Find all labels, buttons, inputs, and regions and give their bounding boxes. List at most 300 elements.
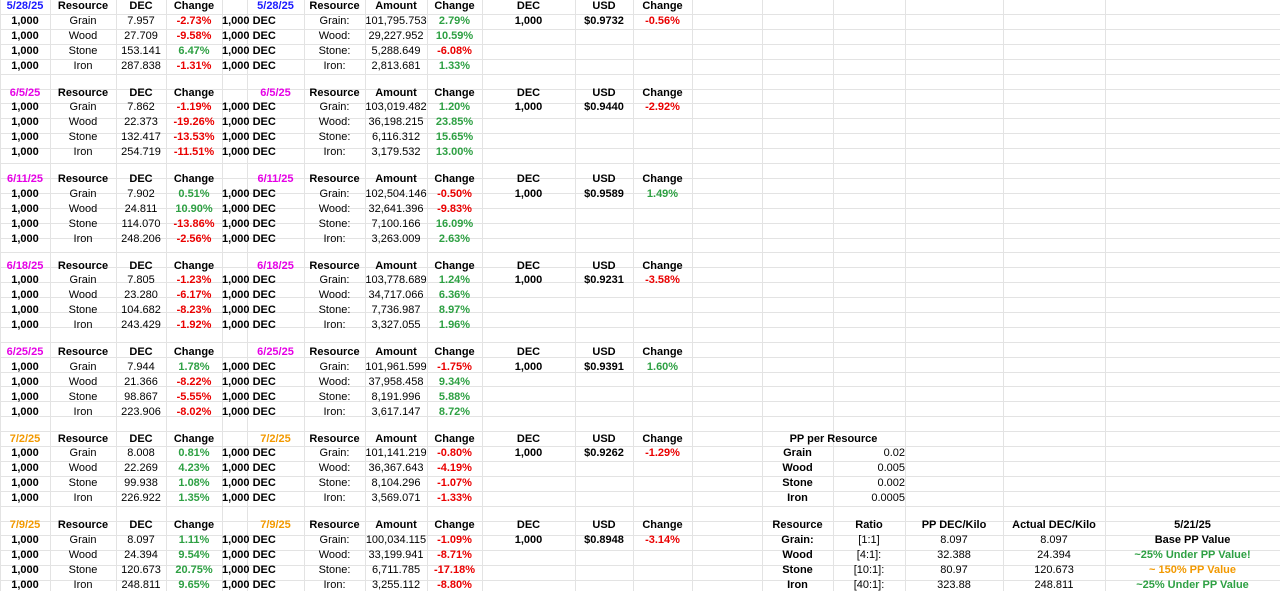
header-resource[interactable]: Resource — [57, 346, 109, 358]
resource-amount[interactable]: 6,116.312 — [371, 131, 421, 144]
header-resource[interactable]: Resource — [309, 86, 360, 99]
dec-amount[interactable]: 1,000 — [11, 462, 39, 475]
change-value[interactable]: 2.79% — [438, 14, 471, 27]
header-dec[interactable]: DEC — [129, 259, 153, 272]
resource-name[interactable]: Iron: — [323, 492, 346, 505]
pp-table-note[interactable]: ~ 150% PP Value — [1149, 563, 1236, 576]
pp-resource-value[interactable]: 0.02 — [883, 447, 905, 460]
change-value[interactable]: -13.53% — [173, 131, 215, 144]
change-value[interactable]: 1.24% — [438, 274, 471, 287]
dec-amount[interactable]: 1,000 — [11, 360, 39, 373]
resource-name[interactable]: Wood: — [318, 289, 351, 302]
resource-amount[interactable]: 100,034.115 — [365, 533, 427, 546]
header-amount[interactable]: Amount — [375, 0, 417, 12]
change-value[interactable]: -8.71% — [437, 548, 472, 561]
block-date-right[interactable]: 5/28/25 — [257, 0, 294, 12]
header-change[interactable]: Change — [434, 519, 475, 531]
header-change[interactable]: Change — [434, 0, 475, 12]
header-usd[interactable]: USD — [592, 0, 616, 12]
dec-value[interactable]: 104.682 — [121, 304, 161, 317]
resource-amount[interactable]: 36,198.215 — [368, 116, 424, 129]
dec-value[interactable]: 243.429 — [121, 319, 161, 332]
pp-table-resource[interactable]: Wood — [782, 548, 813, 561]
resource-amount[interactable]: 37,958.458 — [368, 375, 424, 388]
block-date-right[interactable]: 7/2/25 — [260, 432, 291, 445]
header-amount[interactable]: Amount — [375, 346, 417, 358]
usd-value[interactable]: $0.9732 — [584, 14, 624, 27]
change-value[interactable]: 1.78% — [178, 360, 210, 373]
dec-amount-label[interactable]: 1,000 DEC — [222, 578, 276, 591]
resource-name[interactable]: Grain: — [319, 187, 350, 200]
usd-change[interactable]: -0.56% — [645, 14, 680, 27]
resource-name[interactable]: Stone — [68, 390, 98, 403]
change-value[interactable]: 1.11% — [178, 533, 210, 546]
block-date-right[interactable]: 6/5/25 — [260, 86, 291, 99]
resource-name[interactable]: Iron — [73, 405, 93, 418]
resource-name[interactable]: Iron — [73, 146, 93, 159]
change-value[interactable]: -2.56% — [176, 232, 212, 245]
pp-table-pp-dec[interactable]: 80.97 — [940, 563, 968, 576]
resource-amount[interactable]: 3,617.147 — [371, 405, 421, 418]
change-value[interactable]: -1.33% — [437, 492, 472, 505]
header-dec[interactable]: DEC — [129, 86, 153, 99]
change-value[interactable]: 23.85% — [435, 116, 474, 129]
pp-table-pp-dec[interactable]: 32.388 — [937, 548, 971, 561]
dec-value[interactable]: 8.097 — [127, 533, 155, 546]
dec-amount-label[interactable]: 1,000 DEC — [222, 202, 276, 215]
header-dec[interactable]: DEC — [516, 346, 541, 358]
dec-amount[interactable]: 1,000 — [514, 14, 543, 27]
change-value[interactable]: -17.18% — [434, 563, 475, 576]
resource-name[interactable]: Wood: — [318, 202, 351, 215]
block-date[interactable]: 6/5/25 — [9, 86, 41, 99]
resource-name[interactable]: Wood — [68, 375, 98, 388]
pp-table-resource[interactable]: Stone — [782, 563, 813, 576]
resource-name[interactable]: Grain — [69, 360, 97, 373]
resource-amount[interactable]: 32,641.396 — [368, 202, 424, 215]
dec-amount[interactable]: 1,000 — [11, 319, 39, 332]
dec-amount-label[interactable]: 1,000 DEC — [222, 131, 276, 144]
pp-table-note[interactable]: Base PP Value — [1154, 533, 1231, 546]
header-change[interactable]: Change — [173, 432, 215, 445]
change-value[interactable]: 1.08% — [178, 477, 210, 490]
header-dec[interactable]: DEC — [516, 0, 541, 12]
pp-table-resource[interactable]: Iron — [787, 578, 808, 591]
dec-amount-label[interactable]: 1,000 DEC — [222, 304, 276, 317]
dec-amount-label[interactable]: 1,000 DEC — [222, 548, 276, 561]
header-resource[interactable]: Resource — [309, 432, 360, 445]
change-value[interactable]: -1.19% — [176, 101, 212, 114]
change-value[interactable]: -1.92% — [176, 319, 212, 332]
dec-amount[interactable]: 1,000 — [11, 548, 39, 561]
dec-value[interactable]: 24.811 — [124, 202, 158, 215]
change-value[interactable]: -1.23% — [176, 274, 212, 287]
pp-table-note[interactable]: ~25% Under PP Value! — [1134, 548, 1251, 561]
header-dec[interactable]: DEC — [129, 432, 153, 445]
dec-amount[interactable]: 1,000 — [11, 492, 39, 505]
dec-amount[interactable]: 1,000 — [11, 563, 39, 576]
resource-name[interactable]: Stone: — [318, 131, 351, 144]
change-value[interactable]: 0.51% — [178, 187, 210, 200]
pp-resource-name[interactable]: Stone — [782, 477, 813, 490]
header-dec[interactable]: DEC — [129, 346, 153, 358]
resource-name[interactable]: Stone — [68, 304, 98, 317]
dec-value[interactable]: 248.811 — [121, 578, 161, 591]
block-date[interactable]: 6/18/25 — [6, 259, 44, 272]
header-usd[interactable]: USD — [592, 519, 616, 531]
resource-amount[interactable]: 3,327.055 — [371, 319, 421, 332]
block-date-right[interactable]: 6/18/25 — [257, 259, 294, 272]
change-value[interactable]: -8.80% — [437, 578, 472, 591]
header-usd[interactable]: USD — [592, 346, 616, 358]
change-value[interactable]: 1.35% — [178, 492, 210, 505]
dec-value[interactable]: 7.944 — [127, 360, 155, 373]
dec-amount[interactable]: 1,000 — [514, 187, 543, 200]
dec-value[interactable]: 120.673 — [121, 563, 161, 576]
change-value[interactable]: -1.75% — [437, 360, 472, 373]
pp-table-header[interactable]: Ratio — [855, 519, 883, 531]
dec-value[interactable]: 27.709 — [124, 29, 158, 42]
header-usd[interactable]: USD — [592, 259, 616, 272]
pp-resource-name[interactable]: Wood — [782, 462, 813, 475]
resource-amount[interactable]: 34,717.066 — [368, 289, 424, 302]
dec-value[interactable]: 22.269 — [124, 462, 158, 475]
change-value[interactable]: 4.23% — [178, 462, 210, 475]
pp-resource-name[interactable]: Grain — [783, 447, 812, 460]
header-amount[interactable]: Amount — [375, 259, 417, 272]
change-value[interactable]: -13.86% — [173, 217, 215, 230]
header-change[interactable]: Change — [434, 86, 475, 99]
dec-value[interactable]: 132.417 — [121, 131, 161, 144]
header-dec[interactable]: DEC — [129, 0, 153, 12]
pp-table-actual-dec[interactable]: 24.394 — [1037, 548, 1071, 561]
dec-amount[interactable]: 1,000 — [11, 405, 39, 418]
usd-value[interactable]: $0.9589 — [584, 187, 624, 200]
resource-amount[interactable]: 103,778.689 — [365, 274, 427, 287]
dec-amount[interactable]: 1,000 — [11, 390, 39, 403]
resource-name[interactable]: Wood: — [318, 548, 351, 561]
dec-amount-label[interactable]: 1,000 DEC — [222, 187, 276, 200]
dec-value[interactable]: 7.957 — [127, 14, 155, 27]
dec-amount-label[interactable]: 1,000 DEC — [222, 319, 276, 332]
change-value[interactable]: 10.59% — [435, 29, 474, 42]
dec-amount-label[interactable]: 1,000 DEC — [222, 360, 276, 373]
dec-amount-label[interactable]: 1,000 DEC — [222, 447, 276, 460]
dec-amount[interactable]: 1,000 — [11, 274, 39, 287]
header-change[interactable]: Change — [434, 259, 475, 272]
usd-change[interactable]: 1.49% — [646, 187, 679, 200]
resource-name[interactable]: Stone: — [318, 390, 351, 403]
dec-amount[interactable]: 1,000 — [514, 360, 543, 373]
dec-amount-label[interactable]: 1,000 DEC — [222, 44, 276, 57]
dec-amount[interactable]: 1,000 — [11, 447, 39, 460]
resource-name[interactable]: Grain — [69, 187, 97, 200]
pp-table-header[interactable]: PP DEC/Kilo — [921, 519, 987, 531]
resource-name[interactable]: Grain: — [319, 14, 350, 27]
header-change[interactable]: Change — [642, 519, 683, 531]
change-value[interactable]: 8.72% — [438, 405, 471, 418]
resource-name[interactable]: Iron — [73, 59, 93, 72]
resource-amount[interactable]: 3,179.532 — [371, 146, 421, 159]
header-dec[interactable]: DEC — [516, 519, 541, 531]
resource-amount[interactable]: 2,813.681 — [371, 59, 421, 72]
resource-name[interactable]: Wood — [68, 548, 98, 561]
usd-value[interactable]: $0.9391 — [584, 360, 624, 373]
header-resource[interactable]: Resource — [309, 346, 360, 358]
resource-name[interactable]: Stone: — [318, 477, 351, 490]
block-date[interactable]: 6/25/25 — [6, 346, 44, 358]
resource-name[interactable]: Wood — [68, 289, 98, 302]
dec-amount[interactable]: 1,000 — [11, 146, 39, 159]
change-value[interactable]: 16.09% — [435, 217, 474, 230]
change-value[interactable]: 6.47% — [178, 44, 210, 57]
change-value[interactable]: 8.97% — [438, 304, 471, 317]
header-usd[interactable]: USD — [592, 86, 616, 99]
pp-table-resource[interactable]: Grain: — [781, 533, 814, 546]
pp-resource-name[interactable]: Iron — [787, 492, 808, 505]
change-value[interactable]: 9.34% — [438, 375, 471, 388]
header-change[interactable]: Change — [173, 173, 215, 185]
change-value[interactable]: 1.20% — [438, 101, 471, 114]
pp-resource-value[interactable]: 0.005 — [877, 462, 905, 475]
header-change[interactable]: Change — [173, 259, 215, 272]
pp-table-pp-dec[interactable]: 8.097 — [940, 533, 968, 546]
dec-value[interactable]: 7.902 — [127, 187, 155, 200]
resource-amount[interactable]: 29,227.952 — [368, 29, 424, 42]
dec-amount[interactable]: 1,000 — [11, 304, 39, 317]
resource-amount[interactable]: 7,736.987 — [371, 304, 421, 317]
resource-name[interactable]: Iron — [73, 319, 93, 332]
dec-amount[interactable]: 1,000 — [11, 289, 39, 302]
dec-value[interactable]: 24.394 — [124, 548, 158, 561]
change-value[interactable]: 9.54% — [178, 548, 210, 561]
usd-value[interactable]: $0.9262 — [584, 447, 624, 460]
dec-amount[interactable]: 1,000 — [514, 447, 543, 460]
resource-amount[interactable]: 3,255.112 — [371, 578, 421, 591]
resource-name[interactable]: Stone — [68, 477, 98, 490]
resource-amount[interactable]: 101,141.219 — [365, 447, 427, 460]
change-value[interactable]: -1.31% — [176, 59, 212, 72]
header-resource[interactable]: Resource — [309, 0, 360, 12]
dec-amount[interactable]: 1,000 — [514, 101, 543, 114]
resource-name[interactable]: Iron — [73, 232, 93, 245]
block-date-right[interactable]: 6/11/25 — [257, 173, 294, 185]
change-value[interactable]: -1.07% — [437, 477, 472, 490]
resource-amount[interactable]: 103,019.482 — [365, 101, 427, 114]
resource-name[interactable]: Iron: — [323, 319, 346, 332]
dec-amount-label[interactable]: 1,000 DEC — [222, 116, 276, 129]
resource-name[interactable]: Grain: — [319, 101, 350, 114]
header-resource[interactable]: Resource — [309, 259, 360, 272]
header-change[interactable]: Change — [173, 0, 215, 12]
pp-table-actual-dec[interactable]: 248.811 — [1034, 578, 1074, 591]
dec-amount-label[interactable]: 1,000 DEC — [222, 462, 276, 475]
dec-amount[interactable]: 1,000 — [514, 533, 543, 546]
dec-value[interactable]: 7.862 — [127, 101, 155, 114]
pp-table-header[interactable]: 5/21/25 — [1174, 519, 1211, 531]
pp-table-pp-dec[interactable]: 323.88 — [937, 578, 971, 591]
resource-name[interactable]: Grain — [69, 274, 97, 287]
pp-resource-value[interactable]: 0.0005 — [871, 492, 905, 505]
header-change[interactable]: Change — [642, 432, 683, 445]
change-value[interactable]: 2.63% — [438, 232, 471, 245]
dec-amount-label[interactable]: 1,000 DEC — [222, 533, 276, 546]
resource-amount[interactable]: 7,100.166 — [371, 217, 421, 230]
header-amount[interactable]: Amount — [375, 86, 417, 99]
dec-value[interactable]: 8.008 — [127, 447, 155, 460]
resource-name[interactable]: Stone: — [318, 44, 351, 57]
header-resource[interactable]: Resource — [309, 519, 360, 531]
change-value[interactable]: 9.65% — [178, 578, 210, 591]
header-change[interactable]: Change — [642, 0, 683, 12]
resource-name[interactable]: Wood — [68, 202, 98, 215]
dec-value[interactable]: 7.805 — [127, 274, 155, 287]
resource-name[interactable]: Stone: — [318, 217, 351, 230]
header-usd[interactable]: USD — [592, 432, 616, 445]
dec-amount-label[interactable]: 1,000 DEC — [222, 492, 276, 505]
resource-name[interactable]: Iron — [73, 578, 93, 591]
dec-amount-label[interactable]: 1,000 DEC — [222, 405, 276, 418]
resource-amount[interactable]: 3,263.009 — [371, 232, 421, 245]
change-value[interactable]: -6.08% — [437, 44, 472, 57]
header-amount[interactable]: Amount — [375, 519, 417, 531]
resource-name[interactable]: Iron: — [323, 146, 346, 159]
dec-amount-label[interactable]: 1,000 DEC — [222, 146, 276, 159]
resource-name[interactable]: Stone — [68, 131, 98, 144]
pp-table-note[interactable]: ~25% Under PP Value — [1136, 578, 1249, 591]
header-change[interactable]: Change — [642, 346, 683, 358]
usd-value[interactable]: $0.8948 — [584, 533, 624, 546]
change-value[interactable]: -11.51% — [173, 146, 215, 159]
usd-change[interactable]: -3.14% — [645, 533, 680, 546]
usd-change[interactable]: -2.92% — [645, 101, 680, 114]
header-change[interactable]: Change — [642, 173, 683, 185]
change-value[interactable]: 13.00% — [435, 146, 474, 159]
dec-value[interactable]: 22.373 — [124, 116, 158, 129]
resource-amount[interactable]: 3,569.071 — [371, 492, 421, 505]
resource-name[interactable]: Wood: — [318, 375, 351, 388]
resource-name[interactable]: Iron — [73, 492, 93, 505]
change-value[interactable]: 1.96% — [438, 319, 471, 332]
block-date[interactable]: 7/2/25 — [9, 432, 41, 445]
header-resource[interactable]: Resource — [57, 0, 109, 12]
dec-amount[interactable]: 1,000 — [11, 44, 39, 57]
pp-table-header[interactable]: Resource — [772, 519, 823, 531]
header-amount[interactable]: Amount — [375, 432, 417, 445]
dec-amount-label[interactable]: 1,000 DEC — [222, 101, 276, 114]
dec-amount[interactable]: 1,000 — [11, 131, 39, 144]
header-change[interactable]: Change — [642, 86, 683, 99]
dec-amount-label[interactable]: 1,000 DEC — [222, 59, 276, 72]
change-value[interactable]: 0.81% — [178, 447, 210, 460]
header-resource[interactable]: Resource — [57, 432, 109, 445]
dec-amount[interactable]: 1,000 — [11, 59, 39, 72]
resource-name[interactable]: Wood — [68, 116, 98, 129]
dec-value[interactable]: 21.366 — [124, 375, 158, 388]
change-value[interactable]: -8.22% — [176, 375, 212, 388]
dec-value[interactable]: 226.922 — [121, 492, 161, 505]
pp-per-resource-title[interactable]: PP per Resource — [789, 432, 878, 445]
dec-amount-label[interactable]: 1,000 DEC — [222, 14, 276, 27]
header-dec[interactable]: DEC — [129, 519, 153, 531]
dec-amount-label[interactable]: 1,000 DEC — [222, 390, 276, 403]
dec-amount-label[interactable]: 1,000 DEC — [222, 274, 276, 287]
dec-value[interactable]: 254.719 — [121, 146, 161, 159]
block-date-right[interactable]: 6/25/25 — [257, 346, 294, 358]
header-dec[interactable]: DEC — [129, 173, 153, 185]
resource-name[interactable]: Grain — [69, 533, 97, 546]
header-change[interactable]: Change — [173, 346, 215, 358]
dec-value[interactable]: 223.906 — [121, 405, 161, 418]
change-value[interactable]: -0.80% — [437, 447, 472, 460]
header-resource[interactable]: Resource — [57, 173, 109, 185]
dec-value[interactable]: 114.070 — [121, 217, 161, 230]
dec-amount[interactable]: 1,000 — [514, 274, 543, 287]
dec-value[interactable]: 23.280 — [124, 289, 158, 302]
pp-resource-value[interactable]: 0.002 — [877, 477, 905, 490]
change-value[interactable]: -8.23% — [176, 304, 212, 317]
resource-name[interactable]: Iron: — [323, 578, 346, 591]
header-dec[interactable]: DEC — [516, 432, 541, 445]
resource-name[interactable]: Stone — [68, 563, 98, 576]
resource-amount[interactable]: 102,504.146 — [365, 187, 427, 200]
header-usd[interactable]: USD — [592, 173, 616, 185]
change-value[interactable]: -1.09% — [437, 533, 472, 546]
header-dec[interactable]: DEC — [516, 259, 541, 272]
block-date-right[interactable]: 7/9/25 — [260, 519, 291, 531]
resource-name[interactable]: Grain: — [319, 533, 350, 546]
dec-amount[interactable]: 1,000 — [11, 187, 39, 200]
change-value[interactable]: -5.55% — [176, 390, 212, 403]
resource-name[interactable]: Grain — [69, 447, 97, 460]
dec-amount[interactable]: 1,000 — [11, 14, 39, 27]
resource-amount[interactable]: 36,367.643 — [368, 462, 424, 475]
pp-table-actual-dec[interactable]: 120.673 — [1034, 563, 1074, 576]
change-value[interactable]: 1.33% — [438, 59, 471, 72]
dec-value[interactable]: 287.838 — [121, 59, 161, 72]
resource-name[interactable]: Grain: — [319, 274, 350, 287]
dec-amount[interactable]: 1,000 — [11, 232, 39, 245]
dec-amount[interactable]: 1,000 — [11, 202, 39, 215]
resource-amount[interactable]: 5,288.649 — [371, 44, 421, 57]
header-change[interactable]: Change — [434, 432, 475, 445]
resource-name[interactable]: Grain: — [319, 447, 350, 460]
pp-table-actual-dec[interactable]: 8.097 — [1040, 533, 1068, 546]
block-date[interactable]: 5/28/25 — [6, 0, 44, 12]
header-dec[interactable]: DEC — [516, 173, 541, 185]
change-value[interactable]: 6.36% — [438, 289, 471, 302]
header-change[interactable]: Change — [434, 173, 475, 185]
header-change[interactable]: Change — [173, 86, 215, 99]
resource-name[interactable]: Wood — [68, 462, 98, 475]
resource-amount[interactable]: 33,199.941 — [368, 548, 424, 561]
header-change[interactable]: Change — [173, 519, 215, 531]
dec-amount-label[interactable]: 1,000 DEC — [222, 232, 276, 245]
block-date[interactable]: 7/9/25 — [9, 519, 41, 531]
change-value[interactable]: -4.19% — [437, 462, 472, 475]
usd-change[interactable]: -3.58% — [645, 274, 680, 287]
resource-amount[interactable]: 6,711.785 — [371, 563, 421, 576]
usd-value[interactable]: $0.9440 — [584, 101, 624, 114]
resource-name[interactable]: Iron: — [323, 59, 346, 72]
dec-amount-label[interactable]: 1,000 DEC — [222, 375, 276, 388]
change-value[interactable]: -6.17% — [176, 289, 212, 302]
header-dec[interactable]: DEC — [516, 86, 541, 99]
dec-amount[interactable]: 1,000 — [11, 101, 39, 114]
resource-name[interactable]: Stone — [68, 217, 98, 230]
change-value[interactable]: -9.58% — [176, 29, 212, 42]
pp-table-ratio[interactable]: [40:1]: — [853, 578, 885, 591]
